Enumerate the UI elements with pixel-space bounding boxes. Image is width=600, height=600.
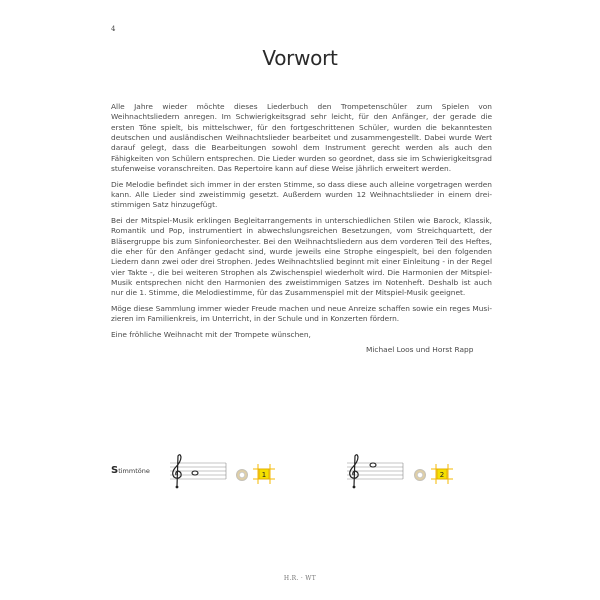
- whole-note-icon: [370, 463, 376, 467]
- tuning-label: [111, 465, 150, 476]
- paragraph: Eine fröhliche Weihnacht mit der Trompete wünschen,: [111, 329, 311, 339]
- paragraph: Alle Jahre wieder möchte dieses Liederbuch den Trompetenschüler zum Spielen von Weihnachtsliedern anregen. Im Schwierigkeitsgrad sehr leicht, für den Anfänger, der gerade die ersten Töne spielt, bis mittelschwer, für den fortgeschrittenen Schüler, wurden die bekanntesten deutschen und ausländischen Weihnachtslieder bearbeitet und zusammengestellt. Dabei wurde Wert darauf gelegt, dass die Bearbeitungen sowohl dem Instrument gerecht werden als auch den Fähigkeiten von Schülern entsprechen. Die Lieder wurden so geordnet, dass sie im Schwierigkeitsgrad stufenweise voranschreiten. Das Repertoire kann auf diese Weise jährlich erweitert werden.: [111, 102, 492, 174]
- tuning-tones-section: [0, 450, 600, 500]
- tuning-label-initial: S: [111, 465, 119, 476]
- paragraph: Bei der Mitspiel-Musik erklingen Begleitarrangements in unterschiedlichen Stilen wie Barock, Klassik, Romantik und Pop, instrumentiert in abwechslungsreichen Besetzungen, vom Streichquartett, der Bläsergruppe bis zum Sinfonieorchester. Bei den Weihnachtsliedern aus dem vorderen Teil des Heftes, die eher für den Anfänger gedacht sind, wurde jeweils eine Strophe eingespielt, bei den folgenden Liedern dann zwei oder drei Strophen. Jedes Weihnachtslied beginnt mit einer Einleitung - in der Regel vier Takte -, die bei weiteren Strophen als Zwischenspiel wiederholt wird. Die Harmonien der Mitspiel-Musik entsprechen nicht den Harmonien des zweistimmigen Satzes im Notenheft. Deshalb ist auch nur die 1. Stimme, die Melodiestimme, für das Zusammenspiel mit der Mitspiel-Musik geeignet.: [111, 215, 492, 298]
- staff-tone-2: [345, 450, 407, 496]
- page-number: 4: [111, 25, 116, 33]
- track-number-icon: [429, 463, 455, 485]
- whole-note-icon: [192, 471, 198, 475]
- track-number: 2: [439, 471, 445, 479]
- page-title: Vorwort: [262, 46, 338, 70]
- signature: Michael Loos und Horst Rapp: [366, 345, 474, 354]
- track-number-icon: [251, 463, 277, 485]
- body-text: [111, 102, 492, 345]
- staff-tone-1: [168, 450, 230, 496]
- treble-clef-icon: [173, 455, 181, 486]
- track-number: 1: [261, 471, 267, 479]
- cd-icon: [236, 469, 248, 481]
- paragraph: Möge diese Sammlung immer wieder Freude machen und neue Anreize schaffen sowie ein reges Musizieren im Familienkreis, im Unterricht, in der Schule und in Konzerten fördern.: [111, 303, 492, 324]
- cd-icon: [414, 469, 426, 481]
- page-footer: H.R. · WT: [283, 575, 317, 582]
- tuning-label-rest: timmtöne: [118, 467, 150, 475]
- paragraph: Die Melodie befindet sich immer in der ersten Stimme, so dass diese auch alleine vorgetragen werden kann. Alle Lieder sind zweistimmig gesetzt. Außerdem wurden 12 Weihnachtslieder in einem dreistimmigen Satz hinzugefügt.: [111, 179, 492, 210]
- treble-clef-icon: [350, 455, 358, 486]
